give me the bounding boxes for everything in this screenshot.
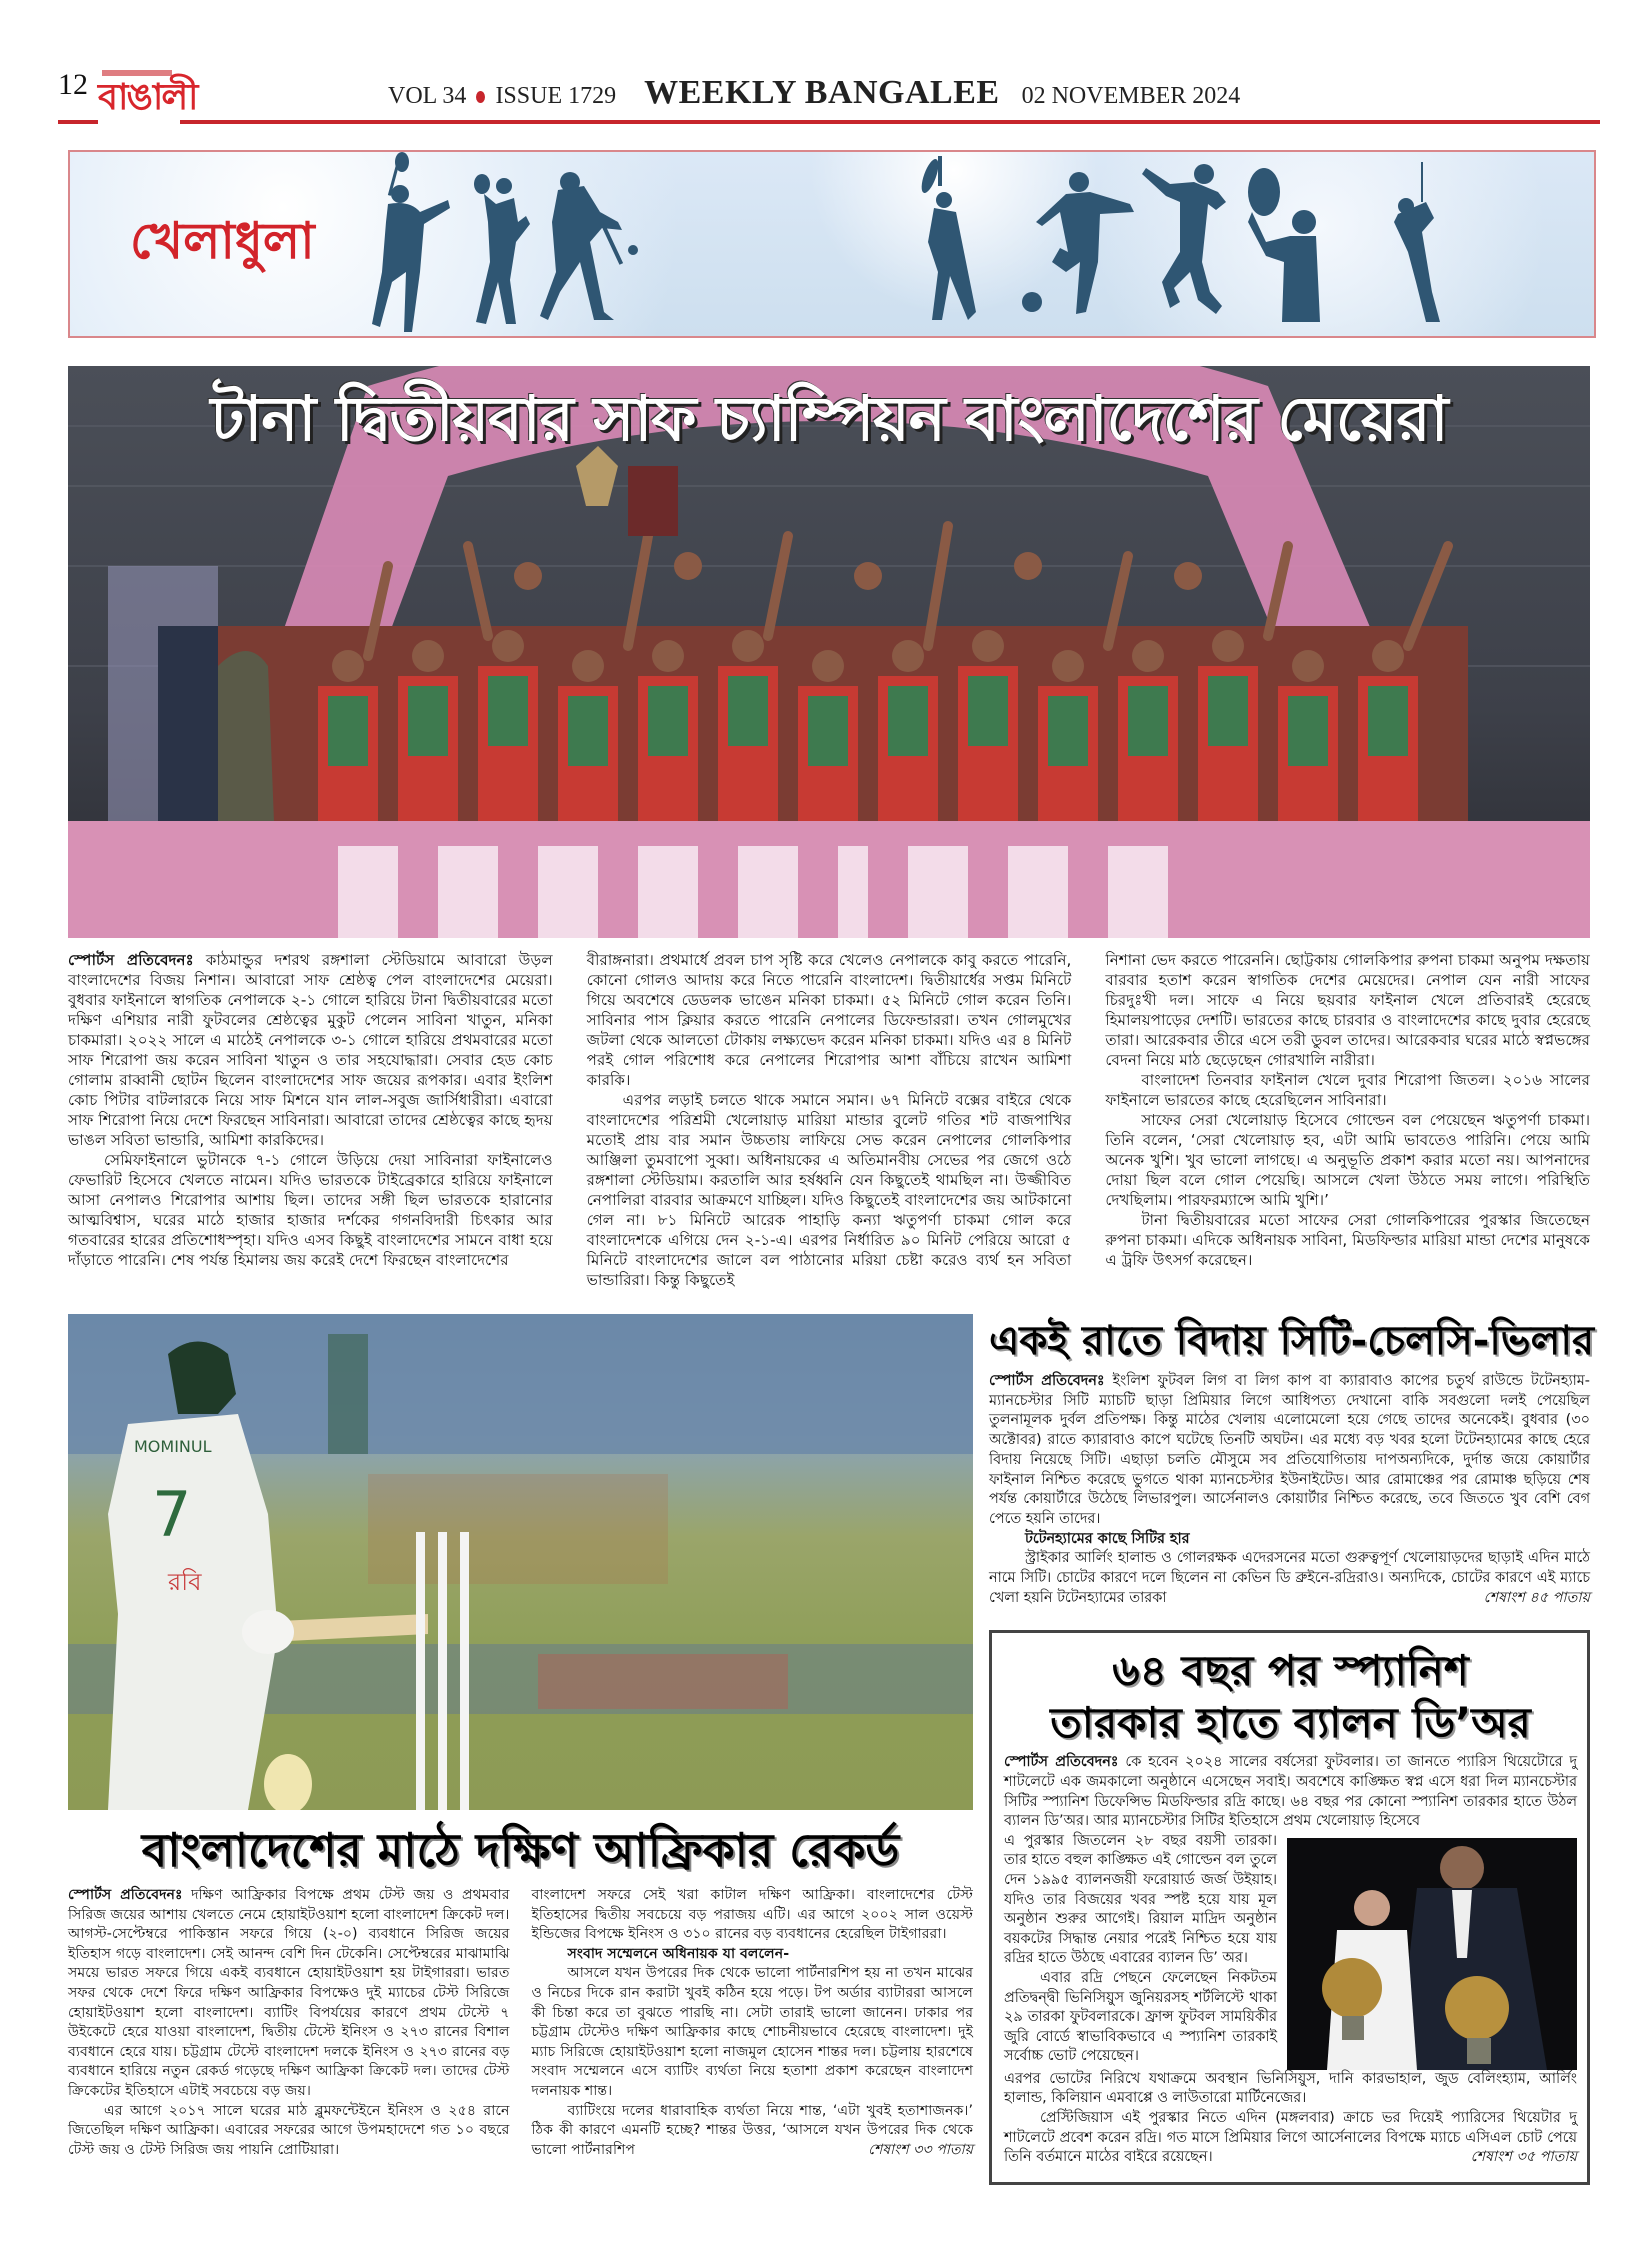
jersey-name: MOMINUL	[134, 1437, 212, 1456]
page-body	[68, 950, 1595, 2185]
masthead-info	[388, 74, 1240, 112]
bullet-dot-icon	[476, 91, 485, 103]
byline: স্পোর্টস প্রতিবেদনঃ	[1004, 1754, 1119, 1771]
ballon-dor-winners-photo[interactable]	[1287, 1838, 1577, 2070]
cricket-story	[68, 1886, 973, 2160]
footballer-icon	[1022, 172, 1134, 314]
lead-paragraph	[68, 1886, 510, 2102]
masthead-rule	[58, 120, 1600, 124]
newspaper-logo[interactable]	[98, 68, 197, 124]
sports-section-banner	[68, 150, 1596, 338]
paragraph-text: দক্ষিণ আফ্রিকার বিপক্ষে প্রথম টেস্ট জয় ও প্রথমবার সিরিজ জয়ের আশায় খেলতে নেমে হোয়াইটওয়াশ হলো বাংলাদেশ ক্রিকেট দল। আগস্ট-সেপ্টেম্বরে পাকিস্তান সফরে গিয়ে (২-০) ব্যবধানে সিরিজ জয়ের ইতিহাস গড়ে বাংলাদেশ। সেই আনন্দ বেশি দিন টেকেনি। সেপ্টেম্বরের মাঝামাঝি সময়ে ভারত সফরে গিয়ে একই ব্যবধানে হোয়াইটওয়াশ হয় টাইগাররা। ভারত সফর থেকে দেশে ফিরে দক্ষিণ আফ্রিকার বিপক্ষেও দুই ম্যাচের টেস্ট সিরিজে হোয়াইটওয়াশ হলো বাংলাদেশ। ব্যাটিং বিপর্যয়ের কারণে প্রথম টেস্টে ৭ উইকেটে হেরে যাওয়া বাংলাদেশ, দ্বিতীয় টেস্টে ইনিংস ও ২৭৩ রানের বিশাল ব্যবধানে হেরে যায়। চট্টগ্রাম টেস্টে বাংলাদেশ দলকে ইনিংস ও ২৭৩ রানের বড় ব্যবধানে হারিয়ে নতুন রেকর্ড গড়েছে দক্ষিণ আফ্রিকা ক্রিকেট দল। তাদের টেস্ট ক্রিকেটের ইতিহাসে এটাই সবচেয়ে বড় জয়।	[68, 1887, 510, 2099]
photo-illustration	[68, 1314, 973, 1810]
paragraph: বাংলাদেশ তিনবার ফাইনাল খেলে দুবার শিরোপা জিতল। ২০১৬ সালের ফাইনালে ভারতের কাছে হেরেছিলেন সাবিনারা।	[1105, 1071, 1591, 1109]
paragraph: টানা দ্বিতীয়বারের মতো সাফের সেরা গোলকিপারের পুরস্কার জিতেছেন রুপনা চাকমা। এদিকে অধিনায়ক সাবিনা, মিডফিল্ডার মারিয়া মান্ডা দেশের মানুষকে এ ট্রফি উৎসর্গ করেছেন।	[1105, 1211, 1591, 1269]
paragraph: এর আগে ২০১৭ সালে ঘরের মাঠ ব্লুমফন্টেইনে ইনিংস ও ২৫৪ রানে জিতেছিল দক্ষিণ আফ্রিকা। এবারের সফরের আগে উপমহাদেশে গত ১০ বছরে টেস্ট জয় ও টেস্ট সিরিজ জয় পায়নি প্রোটিয়ারা।	[68, 2102, 510, 2158]
subheading: টটেনহ্যামের কাছে সিটির হার	[1025, 1530, 1190, 1547]
league-cup-headline: একই রাতে বিদায় সিটি-চেলসি-ভিলার	[989, 1318, 1595, 1364]
football-section	[989, 1314, 1595, 2185]
champions-celebration-photo[interactable]	[68, 366, 1590, 938]
paragraph-text: প্রেস্টিজিয়াস এই পুরস্কার নিতে এদিন (মঙ্গলবার) ক্রাচে ভর দিয়েই প্যারিসের থিয়েটার দু শাটলেটে প্রবেশ করেন রদ্রি। গত মাসে প্রিমিয়ার লিগে আর্সেনালের বিপক্ষে ম্যাচে এসিএল চোট পেয়ে তিনি বর্তমানে মাঠের বাইরে রয়েছেন।	[1004, 2110, 1577, 2166]
paragraph	[989, 1549, 1590, 1608]
photo-illustration	[1287, 1838, 1577, 2070]
lead-paragraph	[68, 950, 553, 1150]
tennis-player-icon	[918, 156, 976, 320]
paragraph: সেমিফাইনালে ভুটানকে ৭-১ গোলে উড়িয়ে দেয়া সাবিনারা ফাইনালেও ফেভারিট হিসেবে খেলতে নামেন। যদিও ভারতকে টাইব্রেকারে হারিয়ে ফাইনালে আসা নেপালও শিরোপার আশায় ছিল। তাদের সঙ্গী ছিল ভারতকে হারানোর আত্মবিশ্বাস, ঘরের মাঠে হাজার হাজার দর্শকের গগনবিদারী চিৎকার আর গতবারের হারের প্রতিশোধস্পৃহা। যদিও এসব কিছুই বাংলাদেশের সামনে বাধা হয়ে দাঁড়াতে পারেনি। শেষ পর্যন্ত হিমালয় জয় করেই দেশে ফিরছেন বাংলাদেশের	[68, 1151, 553, 1269]
paragraph	[1004, 2109, 1577, 2168]
ballon-dor-left-column	[1004, 1832, 1277, 2067]
masthead	[58, 68, 1600, 128]
paragraph: আসলে যখন উপরের দিক থেকে ভালো পার্টনারশিপ হয় না তখন মাঝের ও নিচের দিকে রান করাটা খুবই কঠিন হয়ে পড়ে। টপ অর্ডার ব্যাটাররা আসলে কী চিন্তা করে তা বুঝতে পারছি না। সেটা তারাই ভালো জানেন। ঢাকার পর চট্টগ্রাম টেস্টেও দক্ষিণ আফ্রিকার কাছে শোচনীয়ভাবে হেরেছে বাংলাদেশ। দুই ম্যাচ সিরিজে হোয়াইটওয়াশ হলো নাজমুল হোসেন শান্তর দল। চট্টলায় হারশেষে সংবাদ সম্মেলনে এসে ব্যাটিং ব্যর্থতা নিয়ে হতাশা প্রকাশ করেছেন বাংলাদেশ দলনায়ক শান্ত।	[531, 1965, 973, 2099]
lead-story-column-3	[1105, 950, 1590, 1270]
jersey-number: 7	[152, 1478, 192, 1551]
lead-headline: টানা দ্বিতীয়বার সাফ চ্যাম্পিয়ন বাংলাদেশের মেয়েরা	[210, 382, 1448, 455]
paragraph-text: ব্যাটিংয়ে দলের ধারাবাহিক ব্যর্থতা নিয়ে শান্ত, ‘এটা খুবই হতাশাজনক।’ ঠিক কী কারণে এমনটি হচ্ছে? শান্তর উত্তর, ‘আসলে যখন উপরের দিক থেকে ভালো পার্টনারশিপ	[531, 2102, 973, 2158]
issue: ISSUE 1729	[495, 83, 617, 109]
champions-board-lettering	[338, 846, 1168, 938]
section-title: খেলাধুলা	[130, 212, 315, 270]
cricket-headline: বাংলাদেশের মাঠে দক্ষিণ আফ্রিকার রেকর্ড	[141, 1823, 900, 1877]
subheading: সংবাদ সম্মেলনে অধিনায়ক যা বললেন-	[567, 1945, 790, 1962]
paragraph: এরপর লড়াই চলতে থাকে সমানে সমান। ৬৭ মিনিটে বক্সের বাইরে থেকে বাংলাদেশের পরিশ্রমী খেলোয়াড় মারিয়া মান্ডার বুলেট গতির শট বাজপাখির মতোই প্রায় বার সমান উচ্চতায় লাফিয়ে সেভ করেন নেপালের গোলকিপার আঞ্জিলা তুমবাপো সুব্বা। অধিনায়কের এ অতিমানবীয় সেভের পর জেগে ওঠে রঙ্গশালা স্টেডিয়াম। করতালি আর হর্ষধ্বনি যেন কিছুতেই থামছিল না। উজ্জীবিত নেপালিরা বারবার আক্রমণে যাচ্ছিল। যদিও কিছুতেই বাংলাদেশের জয় আটকানো গেল না। ৮১ মিনিটে আরেক পাহাড়ি কন্যা ঋতুপর্ণা চাকমা গোল করে বাংলাদেশকে এগিয়ে দেন ২-১-এ। এরপর নির্ধারিত ৯০ মিনিট পেরিয়ে আরো ৫ মিনিটে বাংলাদেশের জালে বল পাঠানোর মরিয়া চেষ্টা করেও ব্যর্থ হন সবিতা ভান্ডারিরা। কিন্তু কিছুতেই	[586, 1091, 1072, 1289]
ballon-dor-intro	[1004, 1753, 1577, 1831]
golfer-icon	[1394, 162, 1440, 322]
issue-date: 02 NOVEMBER 2024	[1021, 83, 1241, 109]
paragraph: নিশানা ভেদ করতে পারেননি। ছোট্টকায় গোলকিপার রুপনা চাকমা অনুপম দক্ষতায় বারবার হতাশ করেন স্বাগতিক দেশের মেয়েদের। নেপাল যেন নারী সাফের চিরদুঃখী দল। সাফে এ নিয়ে ছয়বার ফাইনাল খেলে প্রতিবারই হেরেছে হিমালয়পাড়ের দেশটি। ভারতের কাছে চারবার ও বাংলাদেশের কাছে দুবার হেরেছে তারা। আরেকবার তীরে এসে তরী ডুবল তাদের। আরেকবার ঘরের মাঠে স্বপ্নভঙ্গের বেদনা নিয়ে মাঠ ছেড়েছেন গোরখালি নারীরা।	[1105, 951, 1591, 1069]
byline: স্পোর্টস প্রতিবেদনঃ	[68, 951, 194, 969]
headline-line-1: ৬৪ বছর পর স্প্যানিশ	[1112, 1646, 1469, 1696]
lead-story-column-2	[587, 950, 1072, 1290]
paragraph-text: স্ট্রাইকার আর্লিং হালান্ড ও গোলরক্ষক এদেরসনের মতো গুরুত্বপূর্ণ খেলোয়াড়দের ছাড়াই এদিন মাঠে নামে সিটি। চোটের কারণে দলে ছিলেন না কেভিন ডি ব্রুইনে-রদ্রিরাও। অন্যদিকে, চোটের কারণে এই ম্যাচে খেলা হয়নি টটেনহ্যামের তারকা	[989, 1550, 1590, 1606]
paragraph-text: কাঠমান্ডুর দশরথ রঙ্গশালা স্টেডিয়ামে আবারো উড়ল বাংলাদেশের বিজয় নিশান। আবারো সাফ শ্রেষ্ঠত্ব পেল বাংলাদেশের মেয়েরা। বুধবার ফাইনালে স্বাগতিক নেপালকে ২-১ গোলে হারিয়ে টানা দ্বিতীয়বারের মতো দক্ষিণ এশিয়ার নারী ফুটবলের শ্রেষ্ঠত্বের মুকুট পেলেন সাবিনা খাতুন, মনিকা চাকমারা। ২০২২ সালে এ মাঠেই নেপালকে ৩-১ গোলে হারিয়ে প্রথমবারের মতো সাফ শিরোপা জয় করেন সাবিনা খাতুন ও তার সহযোদ্ধারা। সেবার হেড কোচ গোলাম রাব্বানী ছোটন ছিলেন বাংলাদেশের সাফ জয়ের রূপকার। এবার ইংলিশ কোচ পিটার বাটলারকে নিয়ে সাফ মিশনে যান লাল-সবুজ জার্সিধারীরা। এবারো সাফ শিরোপা নিয়ে দেশে ফিরছেন সাবিনারা। আবারো তাদের শ্রেষ্ঠত্বের কাছে হৃদয় ভাঙল সবিতা ভান্ডারি, আমিশা কারকিদের।	[68, 951, 553, 1149]
paragraph-text: ইংলিশ ফুটবল লিগ বা লিগ কাপ বা ক্যারাবাও কাপের চতুর্থ রাউন্ডে টটেনহ্যাম-ম্যানচেস্টার সিটি ম্যাচটি ছাড়া প্রিমিয়ার লিগে আধিপত্য দেখানো বাকি সবগুলো দলই পেয়েছিল তুলনামূলক দুর্বল প্রতিপক্ষ। কিন্তু মাঠের খেলায় এলোমেলো হয়ে গেছে তাদের অনেকেই। বুধবার (৩০ অক্টোবর) রাতে ক্যারাবাও কাপে ঘটেছে তিনটি অঘটন। এর মধ্যে বড় খবর হলো টটেনহ্যামের কাছে হেরে বিদায় নিয়েছে সিটি। এছাড়া চলতি মৌসুমে সব প্রতিযোগিতায় দাপঅন্যদিকে, দুর্দান্ত জয়ে কোয়ার্টার ফাইনাল নিশ্চিত করেছে ভুগতে থাকা ম্যানচেস্টার ইউনাইটেড। আর রোমাঞ্চের পর রোমাঞ্চ ছড়িয়ে শেষ পর্যন্ত কোয়ার্টারে উঠেছে লিভারপুল। আর্সেনালও কোয়ার্টার নিশ্চিত করেছে, তবে জিততে খুব বেশি বেগ পেতে হয়নি তাদের।	[989, 1373, 1590, 1527]
volume: VOL 34	[388, 83, 467, 109]
cricket-batsman-photo[interactable]	[68, 1314, 973, 1810]
league-cup-story	[989, 1372, 1590, 1608]
table-tennis-player-icon	[474, 174, 530, 324]
lead-paragraph	[1004, 1753, 1577, 1831]
continued-on-link[interactable]: শেষাংশ ৩৩ পাতায়	[868, 2141, 973, 2158]
basketball-player-icon	[1248, 168, 1320, 322]
ballon-dor-middle	[1004, 1832, 1577, 2070]
baseball-batter-icon	[540, 172, 638, 320]
paragraph	[532, 2102, 974, 2161]
badminton-player-icon	[372, 152, 450, 332]
lead-paragraph	[989, 1372, 1590, 1530]
continued-on-link[interactable]: শেষাংশ ৩৫ পাতায়	[1470, 2149, 1577, 2166]
paragraph: বাংলাদেশ সফরে সেই খরা কাটাল দক্ষিণ আফ্রিকা। বাংলাদেশের টেস্ট ইতিহাসের দ্বিতীয় সবচেয়ে বড় পরাজয় এটি। এর আগে ২০০২ সাল ওয়েস্ট ইন্ডিজের বিপক্ষে ইনিংস ও ৩১০ রানের বড় ব্যবধানের হেরেছিল টাইগাররা।	[531, 1887, 973, 1943]
paragraph: বীরাঙ্গনারা। প্রথমার্ধে প্রবল চাপ সৃষ্টি করে খেলেও নেপালকে কাবু করতে পারেনি, কোনো গোলও আদায় করে নিতে পারেনি বাংলাদেশ। দ্বিতীয়ার্ধের সপ্তম মিনিটে গিয়ে অবশেষে ডেডলক ভাঙেন মনিকা চাকমা। ৫২ মিনিটে গোল করেন তিনি। সাবিনার পাস ক্লিয়ার করতে পারেনি নেপালের ডিফেন্ডাররা। তখন গোলমুখের জটলা থেকে আলতো টোকায় লক্ষ্যভেদ করেন মনিকা চাকমা। যদিও এর ৪ মিনিট পরই গোল পরিশোধ করে নেপালের শিরোপার আশা বাঁচিয়ে রাখেন আমিশা কারকি।	[586, 951, 1072, 1089]
continued-on-link[interactable]: শেষাংশ ৪৫ পাতায়	[1483, 1589, 1590, 1606]
volleyball-player-icon	[1142, 164, 1226, 314]
ballon-dor-headline	[1004, 1645, 1577, 1749]
ballon-dor-story-box	[989, 1630, 1590, 2184]
lead-story	[68, 950, 1590, 1290]
jersey-sponsor: রবি	[168, 1568, 202, 1596]
sports-silhouettes	[70, 152, 1596, 338]
headline-line-2: তারকার হাতে ব্যালন ডি’অর	[1050, 1698, 1531, 1748]
paragraph-text: কে হবেন ২০২৪ সালের বর্ষসেরা ফুটবলার। তা জানতে প্যারিস থিয়েটোরে দু শাটলেটে এক জমকালো অনুষ্ঠানে এসেছেন সবাই। অবশেষে কাঙ্ক্ষিত স্বপ্ন এসে ধরা দিল ম্যানচেস্টার সিটির স্প্যানিশ ডিফেন্সিভ মিডফিল্ডার রদ্রি কাছে। ৬৪ বছর পর কোনো স্প্যানিশ তারকার হাতে উঠল ব্যালন ডি’অর। আর ম্যানচেস্টার সিটির ইতিহাসে প্রথম খেলোয়াড় হিসেবে	[1004, 1754, 1577, 1830]
logo-text: বাঙালী	[98, 77, 197, 118]
paragraph: সাফের সেরা খেলোয়াড় হিসেবে গোল্ডেন বল পেয়েছেন ঋতুপর্ণা চাকমা। তিনি বলেন, ‘সেরা খেলোয়াড় হব, এটা আমি ভাবতেও পারিনি। পেয়ে আমি অনেক খুশি। খুব ভালো লাগছে। এ অনুভূতি প্রকাশ করার মতো নয়। আপনাদের দোয়া ছিল বলে গোল পেয়েছি। আসলে খেলা উঠতে সময় লাগে। পরিস্থিতি দেখছিলাম। পারফরম্যান্সে আমি খুশি।’	[1105, 1111, 1591, 1209]
paragraph: এ পুরস্কার জিতলেন ২৮ বছর বয়সী তারকা। তার হাতে বহুল কাঙ্ক্ষিত এই গোল্ডেন বল তুলে দেন ১৯৯৫ ব্যালনজয়ী ফরোয়ার্ড জর্জ উইয়াহ। যদিও তার বিজয়ের খবর স্পষ্ট হয়ে যায় মূল অনুষ্ঠান শুরুর আগেই। রিয়াল মাদ্রিদ অনুষ্ঠান বয়কটের সিদ্ধান্ত নেয়ার পরেই নিশ্চিত হয়ে যায় রদ্রির হাতে উঠছে এবারের ব্যালন ডি’ অর।	[1004, 1832, 1277, 1967]
cricket-story-column-2	[532, 1886, 974, 2160]
lower-section	[68, 1314, 1595, 2185]
byline: স্পোর্টস প্রতিবেদনঃ	[68, 1887, 183, 1903]
paper-name: WEEKLY BANGALEE	[644, 74, 1000, 111]
byline: স্পোর্টস প্রতিবেদনঃ	[989, 1373, 1105, 1389]
cricket-story-column-1	[68, 1886, 510, 2160]
page-number: 12	[58, 68, 88, 101]
cricket-section	[68, 1314, 973, 2160]
paragraph: এরপর ভোটের নিরিখে যথাক্রমে অবস্থান ভিনিসিয়ুস, দানি কারভাহাল, জুড বেলিংহ্যাম, আর্লিং হালান্ড, কিলিয়ান এমবাপ্পে ও লাউতারো মার্টিনেজের।	[1004, 2070, 1577, 2107]
paragraph: এবার রদ্রি পেছনে ফেলেছেন নিকটতম প্রতিদ্বন্দ্বী ভিনিসিয়ুস জুনিয়রসহ শর্টলিস্টে থাকা ২৯ তারকা ফুটবলারকে। ফ্রান্স ফুটবল সাময়িকীর জুরি বোর্ডে স্বাভাবিকভাবে এ স্প্যানিশ তারকাই সর্বোচ্চ ভোট পেয়েছেন।	[1004, 1969, 1277, 2065]
ballon-dor-bottom	[1004, 2070, 1577, 2168]
lead-story-column-1	[68, 950, 553, 1270]
